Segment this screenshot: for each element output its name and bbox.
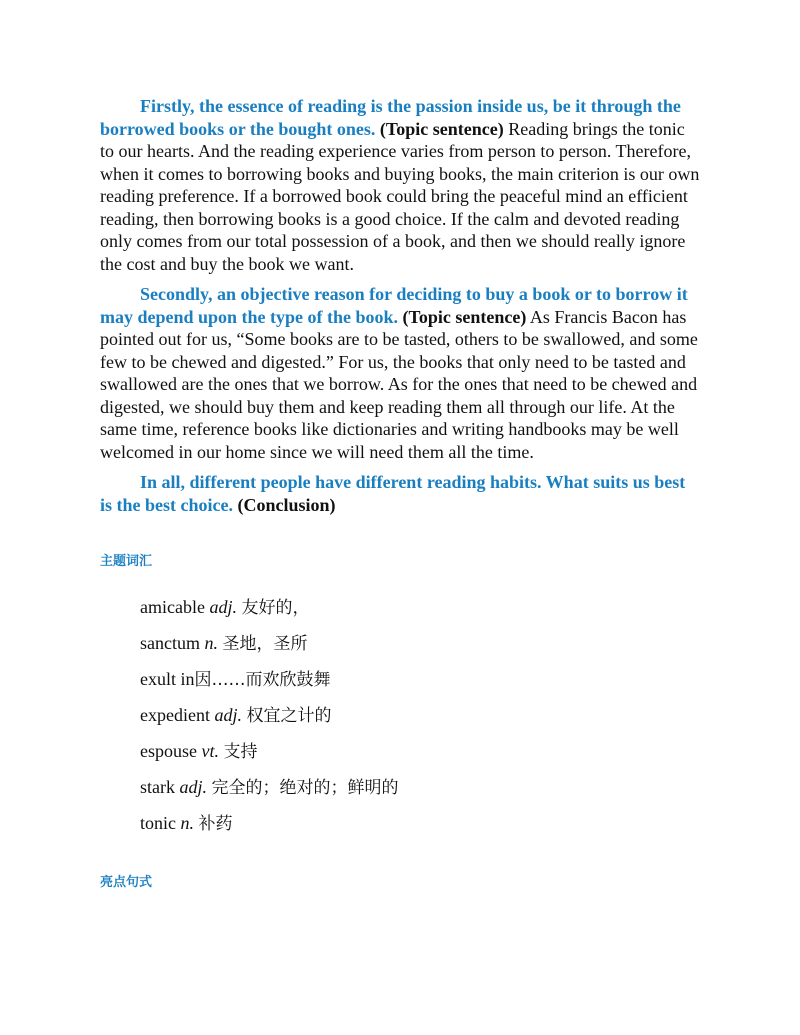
vocab-meaning: 支持 [223,742,258,762]
vocab-meaning: 圣地，圣所 [222,634,308,654]
vocab-item [140,697,700,733]
topic-sentence: Firstly, the essence of reading is the passion inside us, be it through the borrowed books or the bought ones. [100,96,681,139]
paragraph-body: Reading brings the tonic to our hearts. And the reading experience varies from person to person. Therefore, when it comes to borrowing books and buying books, the main criterion is our own reading preference. If a borrowed book could bring the peaceful mind an efficient reading, then borrowing books is a good choice. If the calm and devoted reading only comes from our total possession of a book, and then we should really ignore the cost and buy the book we want. [100,118,700,274]
sentence-marker: (Topic sentence) [379,118,504,139]
vocab-word: stark [140,777,175,797]
conclusion-sentence: In all, different people have different reading habits. What suits us best is the best choice. [100,472,686,515]
vocab-pos: adj. [214,705,242,725]
vocab-pos: n. [204,633,218,653]
vocab-meaning: 补药 [198,814,233,834]
vocab-word: tonic [140,813,176,833]
vocab-word: expedient [140,705,210,725]
vocab-item [140,661,700,697]
vocab-item [140,625,700,661]
sentence-marker: (Topic sentence) [402,306,527,327]
vocab-word: espouse [140,741,197,761]
paragraph-body: As Francis Bacon has pointed out for us, “Some books are to be tasted, others to be swallowed, and some few to be chewed and digested.” For us, the books that only need to be tasted and swallowed are the ones that we borrow. As for the ones that need to be chewed and digested, we should buy them and keep reading them all through our life. At the same time, reference books like dictionaries and writing handbooks may be well welcomed in our home since we will need them all the time. [100,306,698,462]
vocab-pos: adj. [209,597,237,617]
vocab-pos: n. [180,813,194,833]
vocab-pos: vt. [201,741,219,761]
vocab-word: exult in [140,669,195,689]
vocab-meaning: 完全的；绝对的；鲜明的 [211,778,399,798]
vocab-meaning: 友好的， [241,598,310,618]
vocab-list [100,589,700,841]
vocab-item [140,733,700,769]
vocab-word: amicable [140,597,205,617]
vocab-meaning: 因……而欢欣鼓舞 [194,670,331,690]
highlight-heading: 亮点句式 [100,875,153,890]
vocab-item [140,805,700,841]
paragraph-3 [100,471,700,516]
vocab-heading: 主题词汇 [100,554,153,569]
vocab-item [140,589,700,625]
paragraph-2 [100,283,700,463]
vocab-item [140,769,700,805]
document-page [100,95,700,890]
sentence-marker: (Conclusion) [237,494,336,515]
paragraph-1 [100,95,700,275]
vocab-word: sanctum [140,633,200,653]
topic-sentence: Secondly, an objective reason for deciding to buy a book or to borrow it may depend upon the type of the book. [100,284,688,327]
vocab-meaning: 权宜之计的 [246,706,332,726]
vocab-pos: adj. [179,777,208,797]
